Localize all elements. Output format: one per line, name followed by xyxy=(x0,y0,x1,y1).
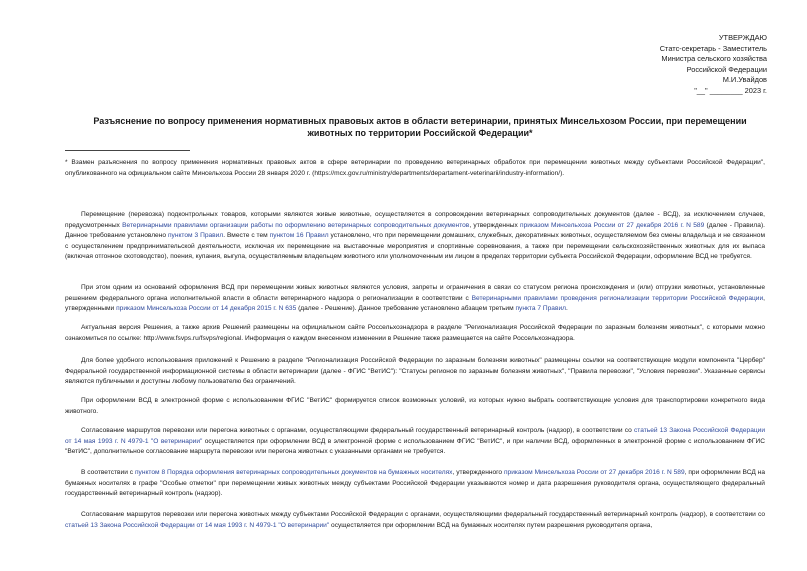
p8-text-a: Согласование маршрутов перевозки или перегона животных между субъектами Российской Федерации с органами, осуществляющими федеральный государственный ветеринарный контроль (надзор), в соответствии со xyxy=(81,511,765,518)
p7-text-b: , утвержденного xyxy=(452,469,504,476)
footnote-divider xyxy=(65,150,190,151)
approval-block xyxy=(607,33,767,97)
link-regionalization-rules[interactable]: Ветеринарными правилами проведения регионализации территории Российской Федерации xyxy=(471,294,764,302)
p7-text-a: В соответствии с xyxy=(81,469,135,476)
approval-line-4: Российской Федерации xyxy=(686,64,767,74)
p2-text-d: . xyxy=(565,305,568,313)
p2-text-b: , утвержденными xyxy=(65,294,765,313)
link-rules-point-3[interactable]: пунктом 3 Правил xyxy=(167,232,224,240)
p7-text-c: , при оформлении ВСД на бумажных носителях в графе "Особые отметки" при перемещении живых животных между субъектами Российской Федерации указываются номер и дата разрешения руководителя органа, осуществляющего федеральный государственный ветеринарный контроль (надзор). xyxy=(65,469,765,498)
approval-line-5: М.И.Увайдов xyxy=(722,75,767,85)
link-order-589[interactable]: приказом Минсельхоза России от 27 декабря 2016 г. N 589 xyxy=(520,221,705,229)
p1-text-b: , утвержденных xyxy=(469,221,521,229)
footnote: * Взамен разъяснения по вопросу применения нормативных правовых актов в сфере ветеринарии по проведению ветеринарных обработок при перемещении животных между субъектами Российской Федерации", опубликованного на официальном сайте Минсельхоза России 28 января 2020 г. (https://mcx.gov.ru/ministry/departments/departament-veterinarii/industry-information/). xyxy=(65,159,765,177)
link-vet-law-article-13[interactable]: статьей 13 Закона Российской Федерации от 14 мая 1993 г. N 4979-1 "О ветеринарии" xyxy=(65,427,766,445)
p1-text-a: Перемещение (перевозка) подконтрольных товаров, которыми являются живые животные, осуществляется в сопровождении ветеринарных сопроводительных документов (далее - ВСД), за исключением случаев, предусмотренных xyxy=(65,211,765,229)
link-vet-law-article-13-2[interactable]: статьей 13 Закона Российской Федерации от 14 мая 1993 г. N 4979-1 "О ветеринарии" xyxy=(65,521,330,529)
link-order-589-2[interactable]: приказом Минсельхоза России от 27 декабря 2016 г. N 589 xyxy=(503,469,685,476)
paragraph-3: Актуальная версия Решения, а также архив Решений размещены на официальном сайте Россельхознадзора в разделе "Регионализация Российской Федерации по заразным болезням животных", с которыми можно ознакомиться по ссылке: http://www.fsvps.ru/fsvps/regional. Информация о каждом внесенном изменении в Решение также размещается на сайте Россельхознадзора. xyxy=(65,324,765,342)
paragraph-6 xyxy=(65,426,765,458)
p6-text-a: Согласование маршрутов перевозки или перегона животных с органами, осуществляющими федеральный государственный ветеринарный контроль (надзор), в соответствии со xyxy=(81,427,634,434)
document-title: Разъяснение по вопросу применения нормативных правовых актов в области ветеринарии, принятых Минсельхозом России, при перемещении животных по территории Российской Федерации* xyxy=(93,116,747,138)
link-rules-point-16[interactable]: пунктом 16 Правил xyxy=(269,232,329,240)
paragraph-5: При оформлении ВСД в электронной форме с использованием ФГИС "ВетИС" формируется список возможных условий, из которых нужно выбрать соответствующие условия для транспортировки конкретного вида животного. xyxy=(65,397,765,415)
p1-text-d: . Вместе с тем xyxy=(223,232,270,240)
paragraph-2 xyxy=(65,283,765,315)
p1-text-e: установлено, что при перемещении домашних, служебных, декоративных животных, осуществляемом без смены владельца и не связанном с осуществлением предпринимательской деятельности, исключая их перемещение на выставочные мероприятия и спортивные соревнования, а также при перемещении сельскохозяйственных животных для их выпаса (включая отгонное скотоводство), поения, купания, выгула, осуществляемым владельцем животного или уполномоченным им лицом в пределах территории субъекта Российской Федерации, оформление ВСД не требуется. xyxy=(65,232,765,261)
p2-text-a: При этом одним из оснований оформления ВСД при перемещении живых животных являются условия, запреты и ограничения в связи со статусом региона происхождения и (или) отгрузки животных, установленные решением федерального органа исполнительной власти в области ветеринарного надзора о регионализации в соответствии с xyxy=(65,284,765,302)
p6-text-b: осуществляется при оформлении ВСД в электронной форме с использованием ФГИС "ВетИС", и при наличии ВСД, оформленных в электронной форме с использованием ФГИС "ВетИС", дополнительное согласование маршрута перевозки или перегона животных с указанными органами не требуется. xyxy=(65,437,765,456)
approval-line-2: Статс-секретарь - Заместитель xyxy=(659,43,767,53)
link-vet-rules-vsd[interactable]: Ветеринарными правилами организации работы по оформлению ветеринарных сопроводительных документов xyxy=(122,221,470,229)
p8-text-b: осуществляется при оформлении ВСД на бумажных носителях путем разрешения руководителя органа, xyxy=(329,521,653,529)
approval-line-3: Министра сельского хозяйства xyxy=(661,54,767,64)
approval-line-1: УТВЕРЖДАЮ xyxy=(718,33,767,42)
paragraph-4: Для более удобного использования приложений к Решению в разделе "Регионализация Российской Федерации по заразным болезням животных" размещены ссылки на соответствующие модули компонента "Цербер" Федеральной государственной информационной системы в области ветеринарии (далее - ФГИС "ВетИС"): "Статусы регионов по заразным болезням животных", "Правила перевозки", "Условия перевозки". Указанные сервисы являются публичными и доступны любому пользователю без ограничений. xyxy=(65,357,765,386)
link-order-635[interactable]: приказом Минсельхоза России от 14 декабря 2015 г. N 635 xyxy=(116,305,297,313)
link-paper-vsd-order-point-8[interactable]: пунктом 8 Порядка оформления ветеринарных сопроводительных документов на бумажных носителях xyxy=(134,469,453,476)
link-rules-point-7[interactable]: пункта 7 Правил xyxy=(515,305,566,313)
paragraph-7 xyxy=(65,468,765,500)
p2-text-c: (далее - Решение). Данное требование установлено абзацем третьим xyxy=(296,305,516,313)
paragraph-8 xyxy=(65,510,765,531)
paragraph-1 xyxy=(65,210,765,263)
approval-line-6: "__" ________ 2023 г. xyxy=(694,85,767,95)
p1-text-c: (далее - Правила). Данное требование установлено xyxy=(65,221,765,240)
